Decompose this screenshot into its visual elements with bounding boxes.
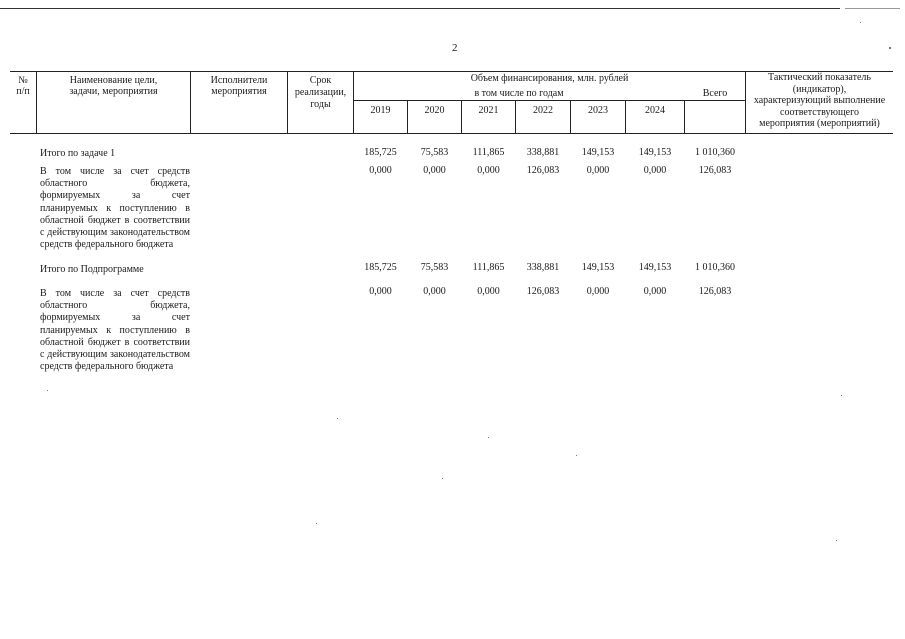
page-top-border — [0, 8, 840, 9]
header-total: Всего — [702, 88, 728, 99]
row-value: 126,083 — [526, 286, 560, 297]
row-value: 111,865 — [472, 147, 505, 158]
row-value: 111,865 — [472, 262, 505, 273]
row-total: 126,083 — [698, 286, 732, 297]
row-label: В том числе за счет средств областного бюджета, формируемых за счет планируемых к поступлению в областной бюджет в соответствии с действующим законодательством средств федерального бюджета — [40, 288, 190, 373]
header-year: 2021 — [478, 105, 499, 116]
page-number: 2 — [452, 42, 458, 54]
scan-speck — [576, 455, 577, 456]
row-value: 149,153 — [638, 262, 672, 273]
row-value: 0,000 — [423, 165, 446, 176]
row-total: 1 010,360 — [695, 262, 735, 273]
scan-speck — [841, 395, 842, 396]
row-label: Итого по Подпрограмме — [40, 264, 144, 275]
row-total: 126,083 — [698, 165, 732, 176]
scan-speck — [889, 47, 891, 49]
row-label: В том числе за счет средств областного бюджета, формируемых за счет планируемых к поступлению в областной бюджет в соответствии с действующим законодательством средств федерального бюджета — [40, 166, 190, 251]
header-year: 2024 — [645, 105, 665, 116]
header-num: № п/п — [16, 75, 30, 97]
row-value: 185,725 — [364, 262, 397, 273]
header-name: Наименование цели, задачи, мероприятия — [69, 75, 158, 97]
row-value: 0,000 — [643, 165, 667, 176]
row-value: 0,000 — [586, 286, 610, 297]
scan-speck — [337, 418, 338, 419]
scan-speck — [47, 390, 48, 391]
row-value: 149,153 — [581, 147, 615, 158]
header-year: 2023 — [588, 105, 608, 116]
scan-speck — [860, 22, 861, 23]
header-indicator: Тактический показатель (индикатор), характеризующий выполнение соответствующего мероприятия (мероприятий) — [753, 72, 886, 129]
row-value: 0,000 — [477, 286, 500, 297]
row-value: 0,000 — [477, 165, 500, 176]
row-value: 185,725 — [364, 147, 397, 158]
scan-speck — [488, 437, 489, 438]
row-value: 149,153 — [581, 262, 615, 273]
header-by-years: в том числе по годам — [474, 88, 564, 99]
row-value: 338,881 — [526, 147, 560, 158]
header-year: 2022 — [533, 105, 553, 116]
row-value: 338,881 — [526, 262, 560, 273]
header-term: Срок реализации, годы — [294, 75, 347, 110]
row-label: Итого по задаче 1 — [40, 148, 116, 159]
col-divider — [684, 100, 685, 134]
row-value: 75,583 — [420, 262, 449, 273]
years-top-line — [353, 100, 745, 101]
row-value: 0,000 — [369, 165, 392, 176]
scan-speck — [316, 523, 317, 524]
scan-speck — [442, 478, 443, 479]
row-value: 126,083 — [526, 165, 560, 176]
row-value: 0,000 — [586, 165, 610, 176]
row-value: 0,000 — [369, 286, 392, 297]
header-year: 2020 — [424, 105, 445, 116]
row-value: 0,000 — [643, 286, 667, 297]
scan-speck — [836, 540, 837, 541]
header-executors: Исполнители мероприятия — [210, 75, 268, 97]
header-financing: Объем финансирования, млн. рублей — [470, 73, 629, 84]
row-value: 149,153 — [638, 147, 672, 158]
header-year: 2019 — [370, 105, 391, 116]
header-bottom-line — [10, 133, 893, 134]
page-top-border-fragment — [845, 8, 900, 9]
row-total: 1 010,360 — [695, 147, 735, 158]
row-value: 75,583 — [420, 147, 449, 158]
row-value: 0,000 — [423, 286, 446, 297]
